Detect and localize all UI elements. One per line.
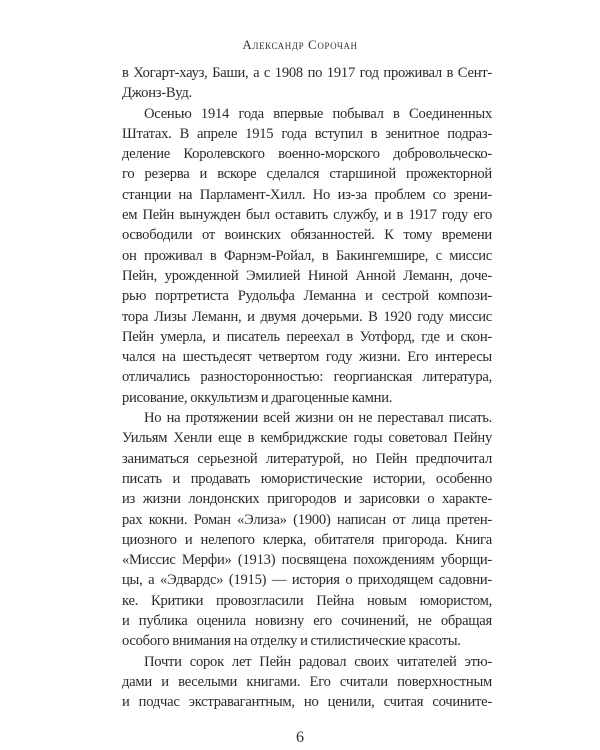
text-line: рах кокни. Роман «Элиза» (1900) написан от лица претен- [122,511,492,528]
page-number: 6 [296,729,304,746]
text-line: цы, а «Эдвардс» (1915) — история о приходящем садовни- [122,572,492,589]
text-line: деление Королевского военно-морского добровольческо- [122,146,492,163]
body-text [122,63,492,713]
text-line: он проживал в Фарнэм-Ройал, в Бакингемшире, с миссис [122,247,492,264]
text-line: циозного и нелепого клерка, обитателя пригорода. Книга [122,531,492,548]
text-line: Штатах. В апреле 1915 года вступил в зенитное подраз- [122,125,492,142]
text-line: рисование, оккультизм и драгоценные камни. [122,389,393,406]
text-line: Джонз-Вуд. [122,85,192,102]
text-line: отличались разносторонностью: георгианская литература, [122,369,492,386]
text-line: чался на шестьдесят четвертом году жизни. Его интересы [122,349,492,366]
text-line: писать и продавать юмористические истории, особенно [122,470,492,487]
running-head: Александр Сорочан [242,37,358,52]
text-line: Пейн, урожденной Эмилией Ниной Анной Леманн, доче- [122,267,492,284]
text-line: Но на протяжении всей жизни он не переставал писать. [144,410,492,427]
text-line: «Миссис Мерфи» (1913) посвящена похождениям уборщи- [122,552,492,569]
text-line: в Хогарт-хауз, Баши, а с 1908 по 1917 год проживал в Сент- [122,65,492,81]
text-line: Осенью 1914 года впервые побывал в Соединенных [144,105,492,122]
text-line: дами и веселыми книгами. Его считали поверхностным [122,673,492,690]
text-line: из жизни лондонских пригородов и зарисовки о характе- [122,491,492,508]
text-line: освободили от воинских обязанностей. К тому времени [122,227,492,244]
text-line: Почти сорок лет Пейн радовал своих читателей этю- [144,653,492,670]
text-line: и подчас экстравагантным, но ценили, считая сочините- [122,694,492,711]
paragraph [122,652,492,713]
text-line: особого внимания на отделку и стилистические красоты. [122,633,461,650]
paragraph [122,408,492,652]
text-line: Пейн умерла, и писатель переехал в Уотфорд, где и скон- [122,328,492,345]
text-line: ке. Критики провозгласили Пейна новым юмористом, [122,592,492,609]
paragraph [122,104,492,408]
text-line: го резерва и вскоре сделался старшиной прожекторной [122,166,492,183]
text-line: заниматься серьезной литературой, но Пейн предпочитал [122,450,492,467]
text-line: Уильям Хенли еще в кембриджские годы советовал Пейну [122,430,492,447]
text-line: ем Пейн вынужден был оставить службу, и в 1917 году его [122,207,492,224]
text-line: тора Лизы Леманн, и двумя дочерьми. В 1920 году миссис [122,308,492,325]
text-line: и публика оценила новизну его сочинений, не обращая [122,613,492,630]
text-line: рью портретиста Рудольфа Леманна и сестрой компози- [122,288,492,305]
text-line: станции на Парламент-Хилл. Но из-за проблем со зрени- [122,186,492,203]
paragraph [122,63,492,104]
